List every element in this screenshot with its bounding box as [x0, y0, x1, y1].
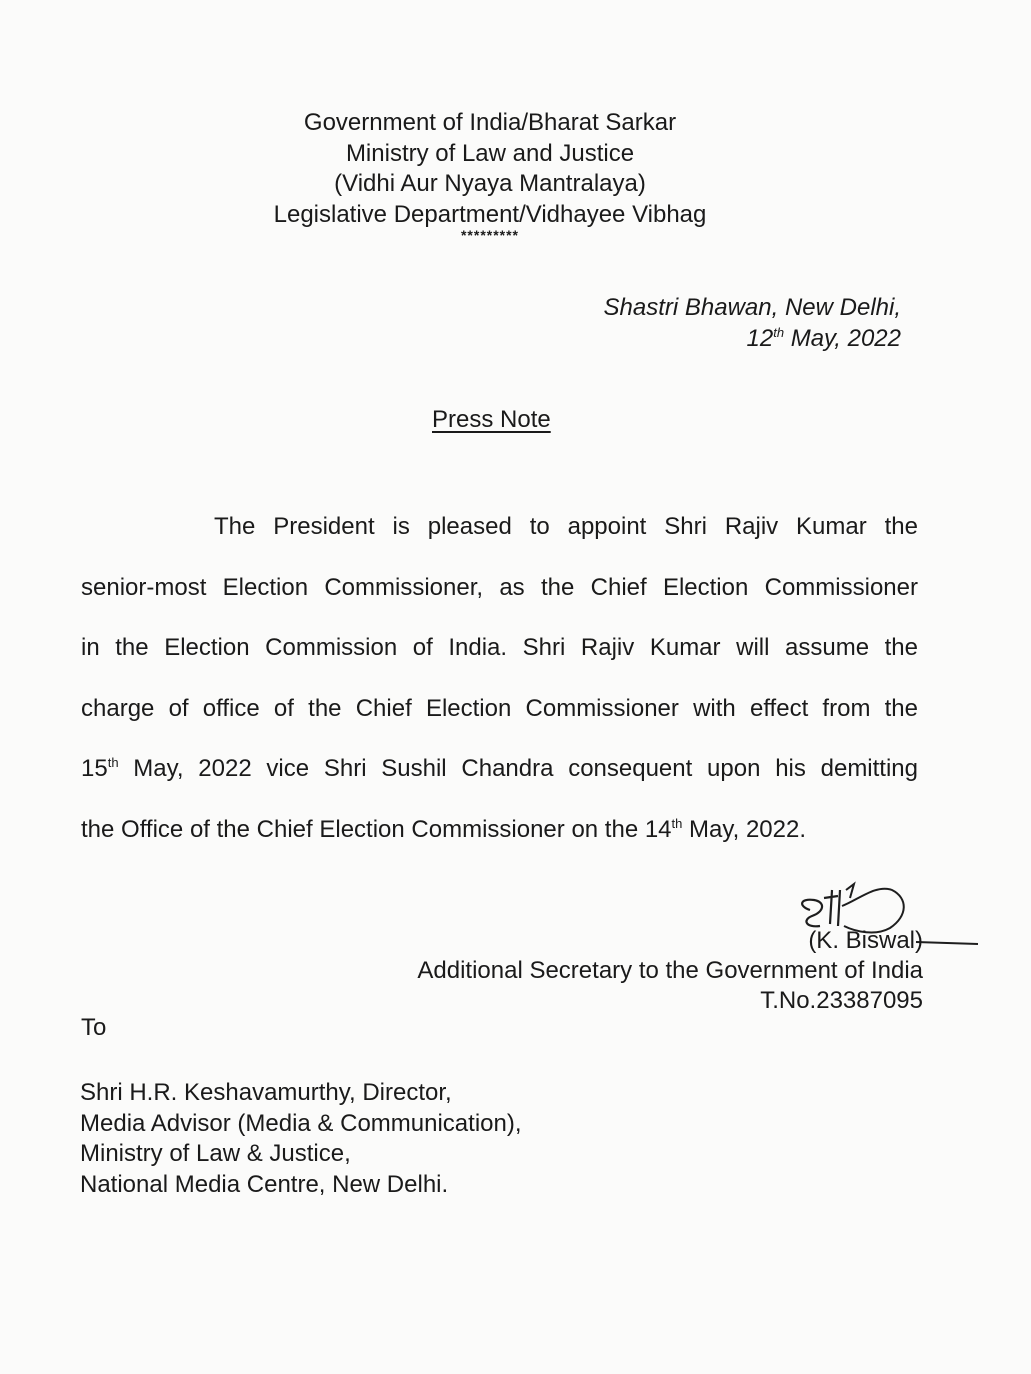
date-day: 12 [746, 325, 774, 352]
letterhead [0, 108, 980, 242]
addressee-line: National Media Centre, New Delhi. [80, 1170, 449, 1198]
body-line: senior-most Election Commissioner, as the Chief Election Commissioner [81, 573, 918, 601]
body-line [81, 811, 918, 872]
to-label: To [81, 1014, 107, 1041]
date [604, 323, 901, 354]
letterhead-ministry: Ministry of Law and Justice [345, 139, 635, 167]
body-line5-day: 15 [81, 755, 108, 782]
addressee-line: Ministry of Law & Justice, [80, 1140, 351, 1167]
body-line: charge of office of the Chief Election Commissioner with effect from the [81, 694, 918, 722]
date-suffix: th [773, 325, 785, 340]
signatory-name: (K. Biswal) [808, 927, 923, 954]
body-line: in the Election Commission of India. Shri Rajiv Kumar will assume the [81, 634, 918, 661]
body-line [81, 750, 918, 811]
letterhead-separator: ********* [460, 227, 520, 243]
body-line5-rest: May, 2022 vice Shri Sushil Chandra consequent upon his demitting [118, 755, 918, 782]
signatory-designation: Additional Secretary to the Government of India [417, 957, 923, 984]
letterhead-government: Government of India/Bharat Sarkar [303, 109, 677, 136]
addressee-block [80, 1078, 522, 1200]
date-rest: May, 2022 [784, 325, 901, 352]
addressee-line: Media Advisor (Media & Communication), [80, 1109, 522, 1137]
body-line6-rest: May, 2022. [682, 815, 806, 843]
signature-block [417, 926, 923, 1016]
body-line6-suffix: th [671, 815, 683, 831]
body-line6-start: the Office of the Chief Election Commissioner on the 14 [81, 815, 672, 843]
addressee-line: Shri H.R. Keshavamurthy, Director, [80, 1079, 452, 1106]
document-title: Press Note [432, 406, 551, 433]
signatory-phone: T.No.23387095 [760, 987, 923, 1014]
letterhead-ministry-hindi: (Vidhi Aur Nyaya Mantralaya) [334, 170, 646, 197]
letterhead-department: Legislative Department/Vidhayee Vibhag [273, 200, 707, 228]
place-date-block [604, 292, 901, 354]
body-line5-suffix: th [107, 755, 119, 770]
body-line: The President is pleased to appoint Shri Rajiv Kumar the [214, 513, 918, 540]
place: Shastri Bhawan, New Delhi, [603, 294, 901, 321]
body-paragraph [81, 508, 918, 871]
